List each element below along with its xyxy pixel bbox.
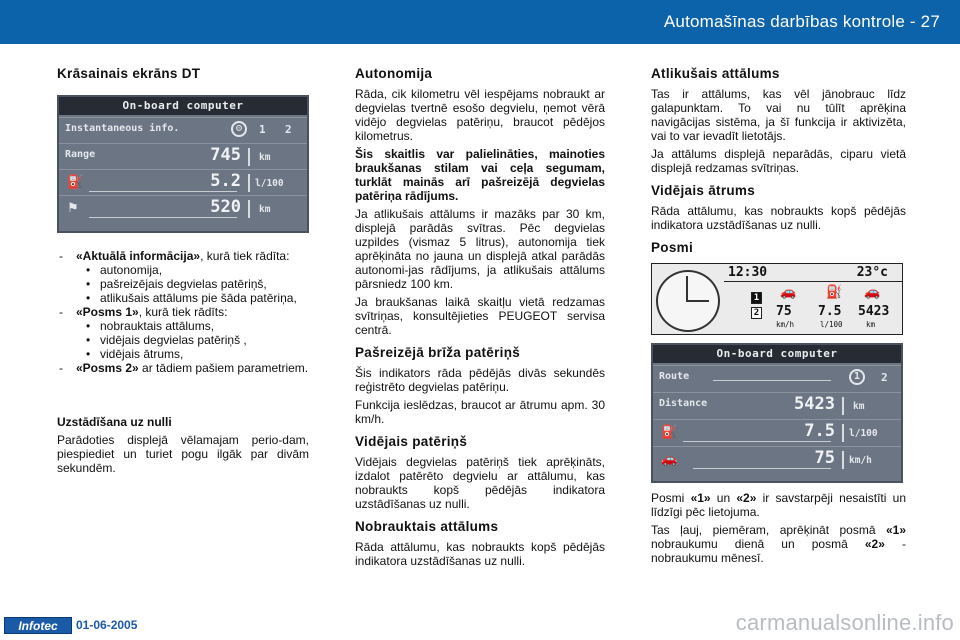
paragraph: Tas ir attālums, kas vēl jānobrauc līdz galapunktam. To vai nu tūlīt aprēķina navigācijas sistēma, ja šī funkcija ir aktivizēta, vai to var ievadīt lietotājs. — [651, 87, 906, 143]
list-item — [57, 361, 309, 375]
screen-header: On-board computer — [653, 345, 901, 363]
screen-unit: l/100 — [255, 178, 284, 189]
display-temperature: 23°c — [856, 265, 888, 280]
paragraph: Šis indikators rāda pēdējās divās sekundēs reģistrēto degvielas patēriņu. — [355, 366, 605, 394]
screen-value: 5.2 — [210, 171, 241, 191]
list-item-text: , kurā tiek rādīta: — [200, 249, 290, 263]
footer-date: 01-06-2005 — [76, 618, 138, 632]
column-left — [57, 60, 309, 479]
sub-list-item: • autonomija, — [76, 263, 309, 277]
paragraph: Rāda, cik kilometru vēl iespējams nobraukt ar degvielas tvertnē esošo degvielu, ņemot vērā vidējo degvielas patēriņu, braucot pēdējos kilometrus. — [355, 87, 605, 143]
list-item-title: «Aktuālā informācija» — [76, 249, 201, 263]
separator — [842, 424, 844, 442]
text-bold: «2» — [736, 491, 757, 505]
sub-list-item: • vidējais degvielas patēriņš , — [76, 333, 309, 347]
screen-value: 520 — [210, 197, 241, 217]
display-unit: l/100 — [820, 320, 843, 329]
column-right — [651, 60, 906, 569]
page-title: Automašīnas darbības kontrole - 27 — [663, 12, 940, 31]
display-time: 12:30 — [728, 265, 768, 280]
car-distance-icon: 🚗 — [864, 284, 881, 299]
clock-hand — [687, 300, 709, 302]
screen-value: 745 — [210, 145, 241, 165]
screen-unit: km — [259, 204, 271, 215]
reset-heading: Uzstādīšana uz nulli — [57, 415, 172, 429]
screen-value: 75 — [814, 448, 835, 468]
car-speed-icon: 🚗 — [780, 284, 797, 299]
tab-number: 2 — [285, 123, 292, 136]
underline — [713, 380, 831, 381]
text-run: Tas ļauj, piemēram, aprēķināt posmā — [651, 523, 886, 537]
screen-unit: km — [259, 152, 271, 163]
list-item-title: «Posms 2» — [76, 361, 139, 375]
underline — [693, 468, 831, 469]
paragraph: Ja atlikušais attālums ir mazāks par 30 km, displejā parādās svītras. Pēc degvielas uzpildes (vismaz 5 litrus), autonomija tiek aprēķināta no jauna un displejā atkal parādās autonomi-jas rādījums, ja atlikušais attālums pārsniedz 100 km. — [355, 207, 605, 291]
section-heading-trips: Posmi — [651, 240, 694, 255]
section-heading-color-display: Krāsainais ekrāns DT — [57, 66, 201, 81]
separator — [248, 174, 250, 192]
trip-selector-1: 1 — [849, 369, 865, 385]
fuel-pump-icon: ⛽ — [661, 424, 678, 439]
section-heading-autonomy: Autonomija — [355, 66, 433, 81]
paragraph: Rāda attālumu, kas nobraukts kopš pēdējās indikatora uzstādīšanas uz nulli. — [651, 204, 906, 232]
reset-text: Parādoties displejā vēlamajam perio-dam, piespiediet un turiet pogu ilgāk par divām sekundēm. — [57, 433, 309, 475]
underline — [683, 441, 831, 442]
sub-list-item: • atlikušais attālums pie šāda patēriņa, — [76, 291, 309, 305]
screen-row-remaining — [59, 195, 307, 220]
text-run: ir savstarpēji nesaistīti un līdzīgi pēc lietojuma. — [651, 491, 906, 519]
list-item-title: «Posms 1» — [76, 305, 139, 319]
screen-row-info — [59, 117, 307, 142]
clock-hand — [686, 276, 688, 302]
separator — [842, 397, 844, 415]
underline — [89, 191, 237, 192]
display-unit: km/h — [776, 320, 795, 329]
onboard-computer-screen-trip — [651, 343, 903, 483]
list-item — [57, 249, 309, 305]
sub-list-item: • pašreizējais degvielas patēriņš, — [76, 277, 309, 291]
screen-row-label: Range — [65, 149, 96, 160]
feature-list — [57, 249, 309, 375]
screen-unit: km — [853, 401, 865, 412]
fuel-pump-icon: ⛽ — [67, 174, 84, 189]
section-heading-current-consumption: Pašreizējā brīža patēriņš — [355, 345, 521, 360]
screen-row-label: Distance — [659, 398, 708, 409]
car-icon: 🚗 — [661, 451, 678, 466]
text-bold: «1» — [690, 491, 711, 505]
sub-list — [76, 263, 309, 305]
paragraph: Vidējais degvielas patēriņš tiek aprēķināts, izdalot patērēto degvielu ar attālumu, kas nobraukts kopš pēdējās indikatora uzstādīšanas uz nulli. — [355, 455, 605, 511]
page-header-bar — [0, 0, 960, 44]
tab-number: 2 — [881, 371, 888, 384]
paragraph — [651, 491, 906, 519]
paragraph: Funkcija ieslēdzas, braucot ar ātrumu apm. 30 km/h. — [355, 398, 605, 426]
onboard-computer-screen — [57, 95, 309, 233]
infotec-logo: Infotec — [4, 617, 72, 634]
trip-tab-2: 2 — [751, 307, 762, 319]
section-heading-average-consumption: Vidējais patēriņš — [355, 434, 468, 449]
screen-row-speed — [653, 446, 901, 471]
screen-unit: km/h — [849, 455, 872, 466]
list-item-text: , kurā tiek rādīts: — [138, 305, 228, 319]
display-value: 5423 — [858, 304, 890, 319]
paragraph-bold: Šis skaitlis var palielināties, mainoties braukšanas stilam vai ceļa segumam, turklāt mainās arī pašreizējā degvielas patēriņa rādījums. — [355, 147, 605, 203]
screen-row-label: Instantaneous info. — [65, 123, 180, 134]
paragraph: Ja attālums displejā neparādās, ciparu vietā displejā redzamas svītriņas. — [651, 147, 906, 175]
separator — [842, 451, 844, 469]
screen-row-route — [653, 365, 901, 390]
sub-list-item: • vidējais ātrums, — [76, 347, 309, 361]
section-heading-average-speed: Vidējais ātrums — [651, 183, 756, 198]
screen-row-label: Route — [659, 371, 690, 382]
screen-value: 7.5 — [804, 421, 835, 441]
text-run: - nobraukumu mēnesī. — [651, 537, 906, 565]
separator — [248, 148, 250, 166]
tab-number: 1 — [259, 123, 266, 136]
sub-list-item: • nobrauktais attālums, — [76, 319, 309, 333]
text-run: nobraukumu dienā un posmā — [651, 537, 865, 551]
display-value: 75 — [776, 304, 792, 319]
text-bold: «1» — [885, 523, 906, 537]
screen-row-distance — [653, 392, 901, 417]
checkered-flag-icon: ⚑ — [67, 200, 79, 215]
sub-list — [76, 319, 309, 361]
list-item — [57, 305, 309, 361]
paragraph — [651, 523, 906, 565]
watermark: carmanualsonline.info — [735, 610, 954, 635]
screen-unit: l/100 — [849, 428, 878, 439]
underline — [89, 217, 237, 218]
separator — [248, 200, 250, 218]
fuel-pump-icon: ⛽ — [826, 284, 843, 299]
display-value: 7.5 — [818, 304, 842, 319]
screen-header: On-board computer — [59, 97, 307, 115]
screen-row-range — [59, 143, 307, 168]
column-middle — [355, 60, 605, 572]
paragraph: Ja braukšanas laikā skaitļu vietā redzamas svītriņas, konsultējieties PEUGEOT servisa centrā. — [355, 295, 605, 337]
monochrome-display — [651, 263, 903, 335]
screen-value: 5423 — [794, 394, 835, 414]
text-run: Posmi — [651, 491, 691, 505]
fuel-gauge-icon: ⊝ — [231, 121, 247, 137]
display-unit: km — [866, 320, 876, 329]
section-heading-distance: Nobrauktais attālums — [355, 519, 499, 534]
list-item-text: ar tādiem pašiem parametriem. — [138, 361, 309, 375]
text-run: un — [710, 491, 737, 505]
screen-row-consumption — [59, 169, 307, 194]
trip-tab-1: 1 — [751, 292, 762, 304]
screen-row-consumption — [653, 419, 901, 444]
paragraph: Rāda attālumu, kas nobraukts kopš pēdējās indikatora uzstādīšanas uz nulli. — [355, 540, 605, 568]
text-bold: «2» — [864, 537, 885, 551]
section-heading-remaining-distance: Atlikušais attālums — [651, 66, 780, 81]
